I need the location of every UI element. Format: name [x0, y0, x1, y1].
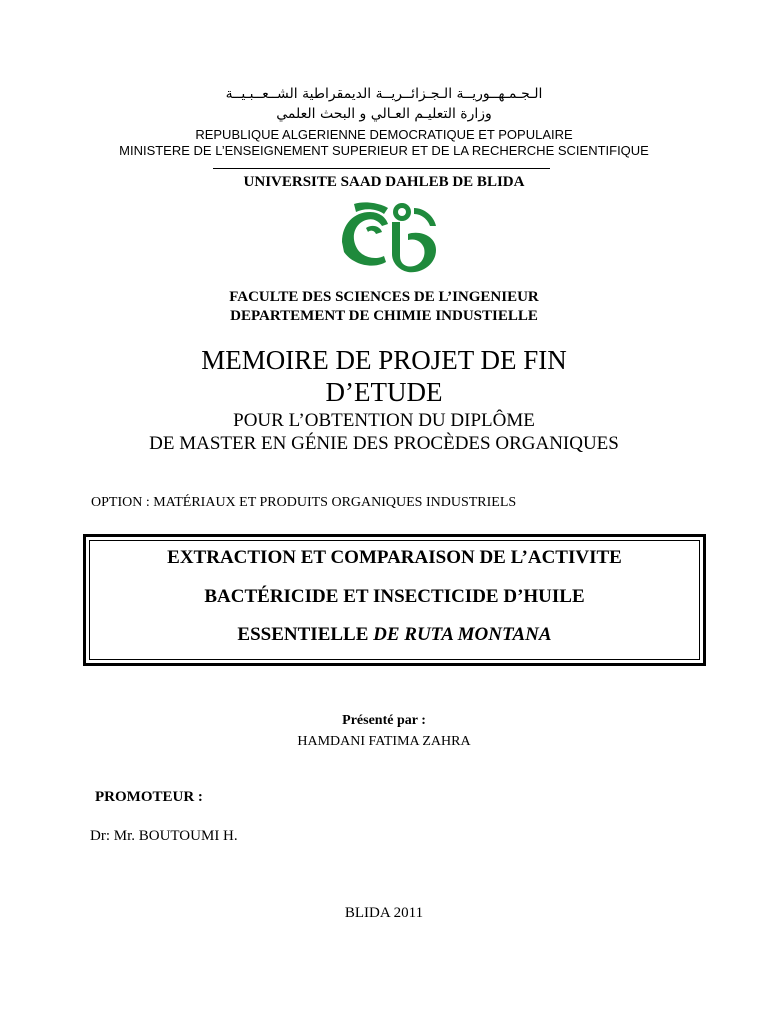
memoir-title-line1: MEMOIRE DE PROJET DE FIN: [201, 345, 567, 375]
thesis-title-species: DE RUTA MONTANA: [373, 624, 552, 645]
republic-name: REPUBLIQUE ALGERIENNE DEMOCRATIQUE ET POPULAIRE: [195, 127, 573, 142]
ministry-name: MINISTERE DE L’ENSEIGNEMENT SUPERIEUR ET DE LA RECHERCHE SCIENTIFIQUE: [119, 143, 649, 158]
thesis-title-line3-plain: ESSENTIELLE: [237, 624, 374, 645]
promoter-label: PROMOTEUR :: [95, 789, 203, 805]
presented-by-label: Présenté par :: [342, 713, 426, 728]
arabic-republic-name: الـجـمـهــوريــة الـجـزائــريــة الديمقراطية الشــعــبـيــة: [225, 86, 543, 102]
memoir-subtitle-line2: DE MASTER EN GÉNIE DES PROCÈDES ORGANIQUES: [149, 433, 619, 454]
arabic-ministry-name: وزارة التعليـم العـالي و البحث العلمي: [276, 106, 492, 122]
student-name: HAMDANI FATIMA ZAHRA: [297, 734, 471, 749]
memoir-title-line2: D’ETUDE: [325, 377, 443, 407]
header-divider: [213, 168, 550, 169]
university-name: UNIVERSITE SAAD DAHLEB DE BLIDA: [243, 174, 525, 190]
university-logo-icon: [336, 198, 444, 276]
faculty-name: FACULTE DES SCIENCES DE L’INGENIEUR: [229, 289, 539, 305]
place-year: BLIDA 2011: [344, 905, 424, 921]
thesis-title-box: [83, 534, 706, 666]
memoir-subtitle-line1: POUR L’OBTENTION DU DIPLÔME: [233, 410, 535, 431]
department-name: DEPARTEMENT DE CHIMIE INDUSTIELLE: [230, 308, 538, 324]
option-line: OPTION : MATÉRIAUX ET PRODUITS ORGANIQUES INDUSTRIELS: [91, 495, 517, 510]
promoter-name: Dr: Mr. BOUTOUMI H.: [90, 828, 238, 844]
thesis-title-line1: EXTRACTION ET COMPARAISON DE L’ACTIVITE: [167, 547, 622, 568]
thesis-title-line3: [90, 624, 699, 646]
thesis-title-line2: BACTÉRICIDE ET INSECTICIDE D’HUILE: [204, 586, 585, 607]
